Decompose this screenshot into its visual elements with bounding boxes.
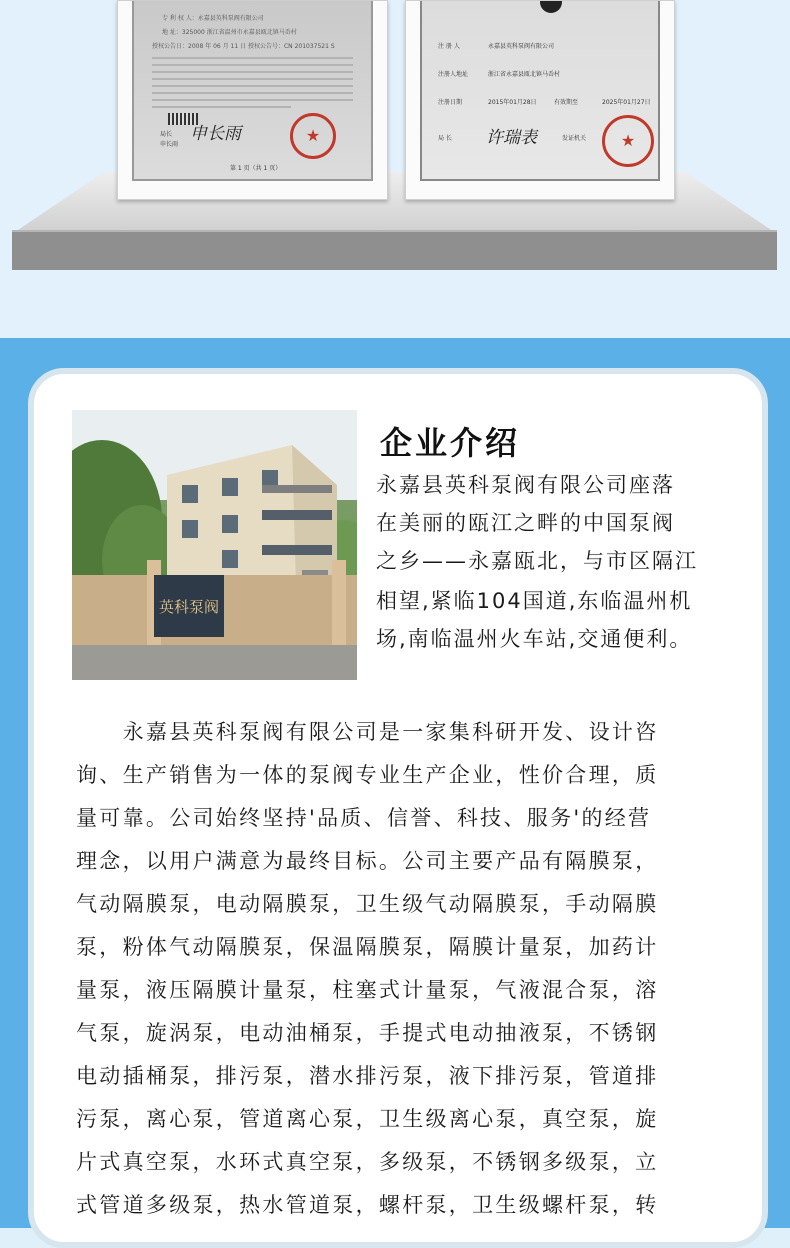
address-label: 注册人地址 bbox=[438, 71, 469, 78]
page-footer: 第 1 页（共 1 页） bbox=[230, 165, 282, 172]
trademark-certificate-paper bbox=[420, 1, 660, 181]
text-line bbox=[152, 78, 353, 80]
text-line bbox=[152, 71, 353, 73]
patent-certificate-paper bbox=[132, 1, 373, 181]
intro-body-line: 气泵，旋涡泵，电动油桶泵，手提式电动抽液泵，不锈钢 bbox=[76, 1021, 659, 1045]
intro-body-line: 询、生产销售为一体的泵阀专业生产企业，性价合理，质 bbox=[76, 763, 659, 787]
red-seal: ★ bbox=[290, 113, 336, 159]
text-line bbox=[152, 92, 353, 94]
intro-body-line: 量可靠。公司始终坚持'品质、信誉、科技、服务'的经营 bbox=[76, 806, 652, 830]
patent-certificate bbox=[117, 0, 388, 200]
red-seal: ★ bbox=[602, 115, 654, 167]
director-label: 局 长 bbox=[438, 135, 452, 142]
text-line bbox=[152, 64, 353, 66]
company-sign-text: 英科泵阀 bbox=[158, 598, 220, 616]
intro-body-line: 泵，粉体气动隔膜泵，保温隔膜泵，隔膜计量泵，加药计 bbox=[76, 935, 659, 959]
intro-summary-line: 之乡——永嘉瓯北，与市区隔江 bbox=[376, 549, 698, 573]
patent-address-line: 地 址：325000 浙江省温州市永嘉县瓯北镇马岙村 bbox=[162, 29, 297, 36]
intro-body-line: 式管道多级泵，热水管道泵，螺杆泵，卫生级螺杆泵，转 bbox=[76, 1193, 659, 1217]
intro-body-line: 理念，以用户满意为最终目标。公司主要产品有隔膜泵， bbox=[76, 849, 659, 873]
signature: 许瑞表 bbox=[486, 128, 537, 148]
registrant-value: 永嘉县英科泵阀有限公司 bbox=[488, 43, 555, 50]
text-line bbox=[152, 99, 353, 101]
display-shelf-front bbox=[12, 232, 777, 270]
reg-date-value: 2015年01月28日 bbox=[488, 99, 537, 106]
company-building-photo bbox=[72, 410, 357, 680]
intro-summary-line: 在美丽的瓯江之畔的中国泵阀 bbox=[376, 511, 675, 535]
text-line bbox=[152, 85, 353, 87]
address-value: 浙江省永嘉县瓯北镇马岙村 bbox=[488, 71, 561, 78]
signer-name-label: 申长雨 bbox=[160, 141, 179, 148]
reg-date-label: 注册日期 bbox=[438, 99, 463, 106]
issuer-label: 发证机关 bbox=[562, 135, 587, 142]
signer-label: 局长 bbox=[160, 131, 173, 138]
intro-summary-line: 永嘉县英科泵阀有限公司座落 bbox=[376, 473, 675, 497]
intro-summary-line: 场,南临温州火车站,交通便利。 bbox=[376, 627, 693, 651]
text-line bbox=[152, 57, 353, 59]
intro-body-line: 量泵，液压隔膜计量泵，柱塞式计量泵，气液混合泵，溶 bbox=[76, 978, 659, 1002]
certificate-display bbox=[0, 0, 790, 338]
intro-body-line: 永嘉县英科泵阀有限公司是一家集科研开发、设计咨 bbox=[76, 720, 659, 744]
emblem-icon bbox=[540, 1, 562, 13]
patent-date-line: 授权公告日：2008 年 06 月 11 日 授权公告号：CN 201037521 S bbox=[152, 43, 335, 50]
valid-label: 有效期至 bbox=[554, 99, 579, 106]
intro-body-line: 片式真空泵，水环式真空泵，多级泵，不锈钢多级泵，立 bbox=[76, 1150, 659, 1174]
patent-holder-line: 专 利 权 人：永嘉县英科泵阀有限公司 bbox=[162, 15, 264, 22]
building-illustration bbox=[72, 410, 357, 680]
intro-title: 企业介绍 bbox=[380, 424, 521, 462]
intro-body-line: 气动隔膜泵，电动隔膜泵，卫生级气动隔膜泵，手动隔膜 bbox=[76, 892, 659, 916]
intro-summary-line: 相望,紧临104国道,东临温州机 bbox=[376, 589, 693, 613]
valid-value: 2025年01月27日 bbox=[602, 99, 651, 106]
signature: 申长雨 bbox=[190, 124, 241, 144]
intro-body-line: 电动插桶泵，排污泵，潜水排污泵，液下排污泵，管道排 bbox=[76, 1064, 659, 1088]
trademark-certificate bbox=[405, 0, 675, 200]
registrant-label: 注 册 人 bbox=[438, 43, 460, 50]
text-line bbox=[152, 106, 291, 108]
intro-body-line: 污泵，离心泵，管道离心泵，卫生级离心泵，真空泵，旋 bbox=[76, 1107, 659, 1131]
